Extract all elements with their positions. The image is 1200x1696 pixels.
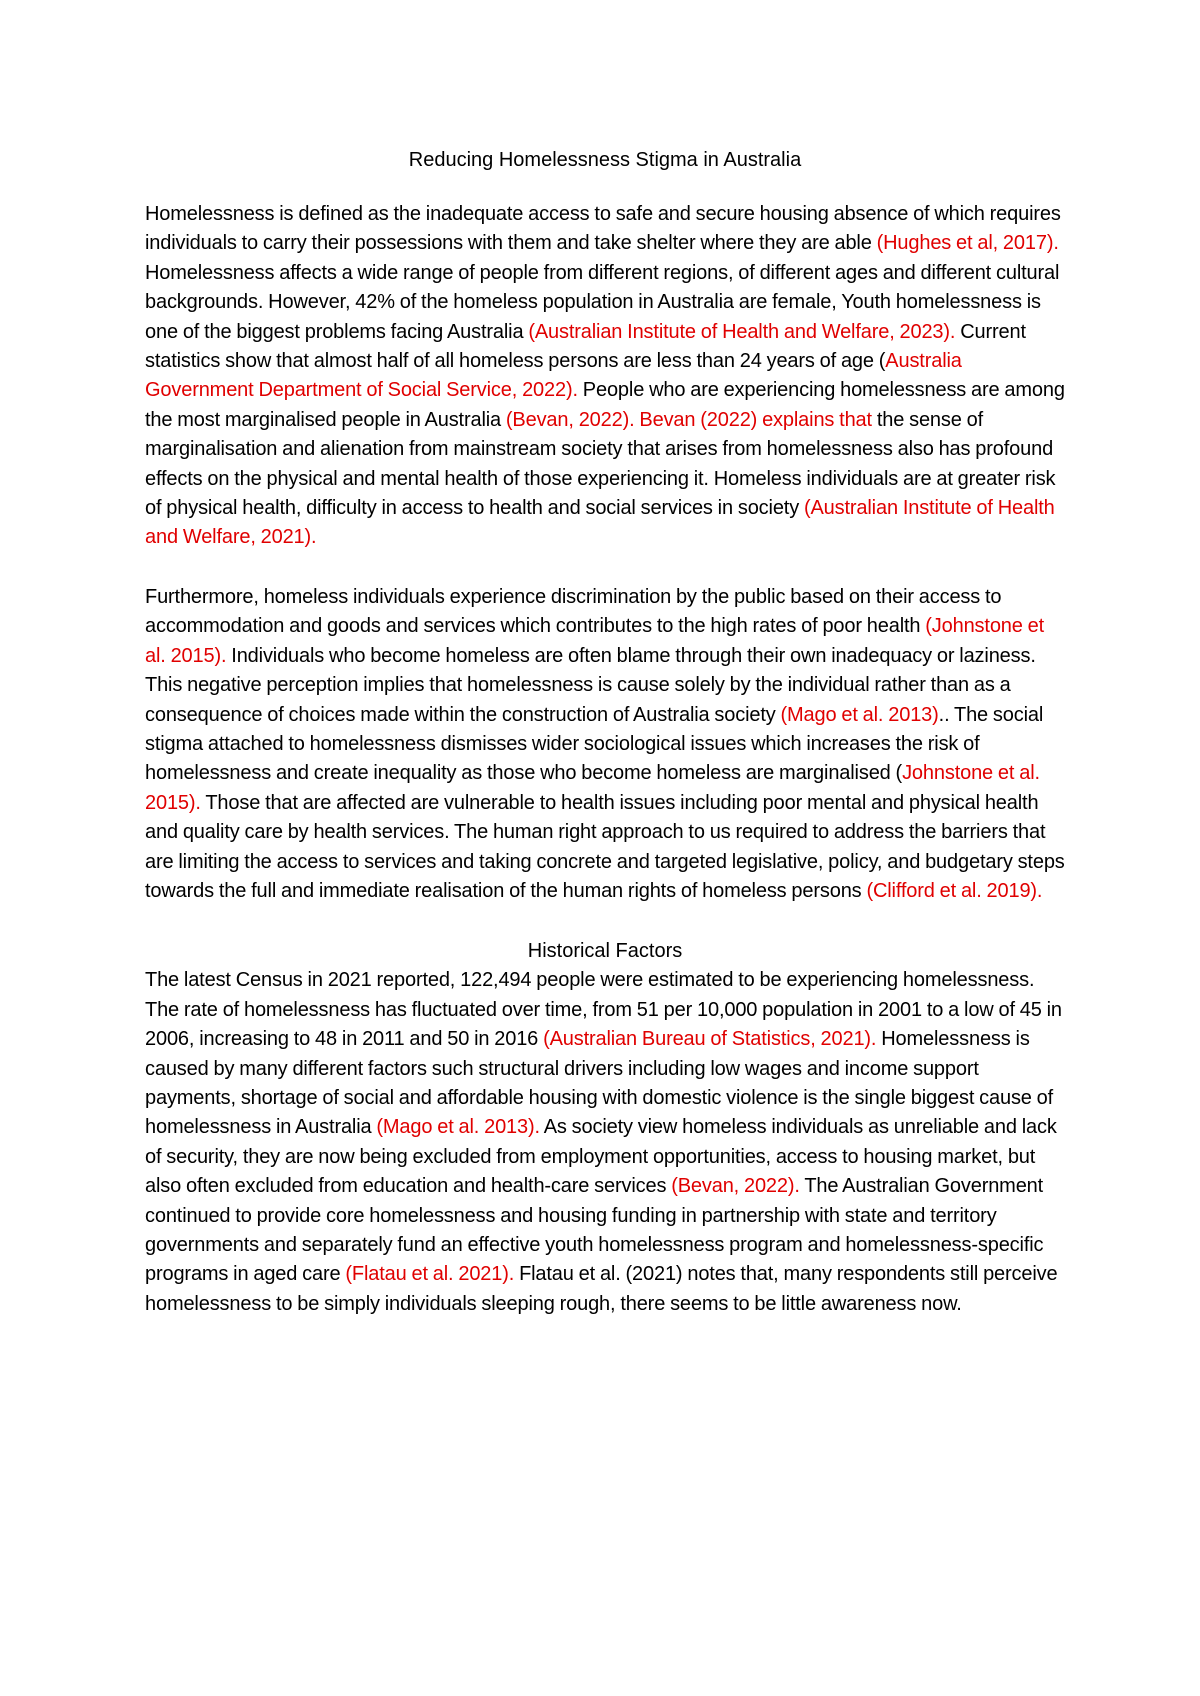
paragraph-text: Individuals who become homeless are often blame through their own inadequacy or laziness. This negative perception implies that homelessness is cause solely by the individual rather than as a consequence of choices made within the construction of Australia society: [145, 644, 1036, 726]
citation: (Bevan, 2022).: [671, 1175, 800, 1198]
paragraph-text: .. The social stigma attached to homelessness dismisses wider sociological issues which increases the risk of homelessness and create inequality as those who become homeless are marginalised (: [145, 703, 1044, 785]
citation: (Johnstone et al. 2015).: [145, 615, 1045, 667]
citation: Johnstone et al. 2015).: [145, 762, 1040, 814]
paragraph-text: The latest Census in 2021 reported, 122,494 people were estimated to be experiencing homelessness. The rate of homelessness has fluctuated over time, from 51 per 10,000 population in 2001 to a low of 45 in 2006, increasing to 48 in 2011 and 50 in 2016: [145, 969, 1062, 1051]
paragraph-text: Those that are affected are vulnerable to health issues including poor mental and physical health and quality care by health services. The human right approach to us required to address the barriers that are limiting the access to services and taking concrete and targeted legislative, policy, and budgetary steps towards the full and immediate realisation of the human rights of homeless persons: [145, 791, 1065, 902]
citation: (Mago et al. 2013).: [376, 1116, 540, 1139]
paragraph-text: Homelessness is defined as the inadequate access to safe and secure housing absence of which requires individuals to carry their possessions with them and take shelter where they are able: [145, 203, 1061, 255]
body-paragraph: [145, 583, 1065, 906]
citation: (Bevan, 2022). Bevan (2022) explains that: [505, 408, 872, 431]
citation: (Australian Institute of Health and Welfare, 2021).: [145, 497, 1055, 549]
body-paragraph: [145, 200, 1065, 553]
paragraph-text: Flatau et al. (2021) notes that, many respondents still perceive homelessness to be simply individuals sleeping rough, there seems to be little awareness now.: [145, 1263, 1058, 1315]
paragraph-text: Homelessness affects a wide range of people from different regions, of different ages and different cultural backgrounds. However, 42% of the homeless population in Australia are female, Youth homelessness is one of the biggest problems facing Australia: [145, 261, 1060, 343]
paragraph-text: Homelessness is caused by many different factors such structural drivers including low wages and income support payments, shortage of social and affordable housing with domestic violence is the single biggest cause of homelessness in Australia: [145, 1028, 1054, 1139]
paragraph-text: Furthermore, homeless individuals experience discrimination by the public based on their access to accommodation and goods and services which contributes to the high rates of poor health: [145, 585, 1002, 638]
citation: (Mago et al. 2013): [780, 703, 939, 726]
paragraph-text: As society view homeless individuals as unreliable and lack of security, they are now being excluded from employment opportunities, access to housing market, but also often excluded from education and health-care services: [145, 1116, 1057, 1198]
paragraph-text: People who are experiencing homelessness are among the most marginalised people in Australia: [145, 379, 1065, 431]
citation: (Hughes et al, 2017).: [876, 232, 1059, 255]
paragraph-text: the sense of marginalisation and alienation from mainstream society that arises from homelessness also has profound effects on the physical and mental health of those experiencing it. Homeless individuals are at greater risk of physical health, difficulty in access to health and social services in society: [145, 408, 1056, 520]
paragraph-text: The Australian Government continued to provide core homelessness and housing funding in partnership with state and territory governments and separately fund an effective youth homelessness program and homelessness-specific programs in aged care: [145, 1175, 1044, 1286]
section-heading: Historical Factors: [527, 940, 683, 963]
citation: (Australian Bureau of Statistics, 2021).: [543, 1028, 877, 1051]
citation: (Australian Institute of Health and Welfare, 2023).: [528, 320, 956, 343]
body-paragraph: [145, 966, 1065, 1319]
paragraph-text: Current statistics show that almost half of all homeless persons are less than 24 years of age (: [145, 320, 1026, 373]
citation: Australia Government Department of Social Service, 2022).: [145, 350, 962, 402]
citation: (Clifford et al. 2019).: [866, 879, 1043, 902]
document-title: Reducing Homelessness Stigma in Australia: [408, 149, 802, 171]
citation: (Flatau et al. 2021).: [345, 1263, 515, 1286]
